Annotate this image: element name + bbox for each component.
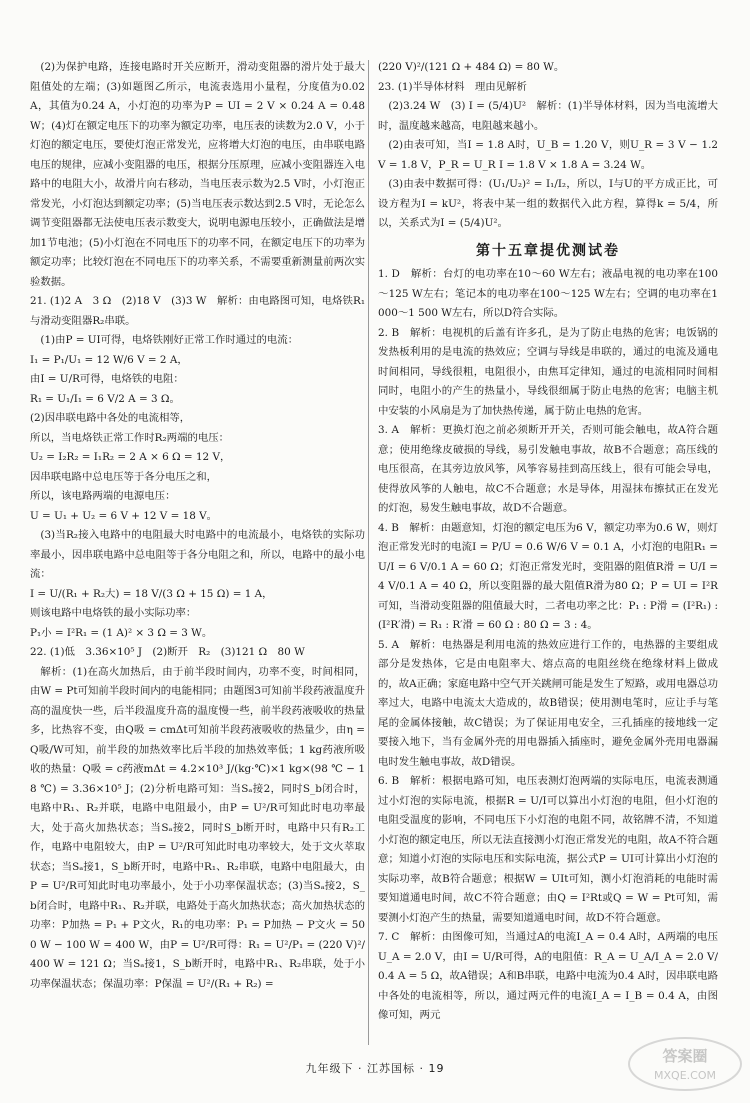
left_column-paragraph: 22. (1)低 3.36×10⁵ J (2)断开 R₂ (3)121 Ω 80 W [30, 646, 305, 658]
left_column-paragraph: 解析：(1)在高火加热后，由于前半段时间内，功率不变，时间相同，由W = Pt可知前半段时间内的电能相同；由题图3可知前半段药液温度升高的温度快一些，后半段温度升高的温度慢一些，前半段药液吸收的热量多，比热容不变，由Q吸 = cmΔt可知前半段药液吸收的热量少，由η = Q吸/W可知，前半段的加热效率比后半段的加热效率低；1 kg药液所吸收的热量：Q吸 = c药液mΔt = 4.2×10³ J/(kg·℃)×1 kg×(98 ℃ − 18 ℃) = 3.36×10⁵ J；(2)分析电路可知：当Sₐ接2，同时S_b闭合时，电路中R₁、R₂并联，电路中电阻最小，由P = U²/R可知此时电功率最大，处于高火加热状态；当Sₐ接2，同时S_b断开时，电路中只有R₂工作，电路中电阻较大，由P = U²/R可知此时电功率较大，处于文火萃取状态；当Sₐ接1，S_b断开时，电路中R₁、R₂串联，电路中电阻最大，由P = U²/R可知此时电功率最小，处于小功率保温状态；(3)当Sₐ接2，S_b闭合时，电路中R₁、R₂并联，电路处于高火加热状态；高火加热状态的功率：P加热 = P₁ + P文火，R₁的电功率：P₁ = P加热 − P文火 = 500 W − 100 W = 400 W，由P = U²/R可得：R₁ = U²/P₁ = (220 V)²/400 W = 121 Ω；当Sₐ接1，S_b断开时，电路中R₁、R₂串联，处于小功率保温状态；保温功率：P保温 = U²/(R₁ + R₂) = [30, 665, 365, 990]
column-divider [368, 60, 369, 1045]
left_column-paragraph: 所以，当电烙铁正常工作时R₂两端的电压： [30, 431, 230, 444]
right-top [378, 58, 718, 234]
watermark-logo [626, 1035, 744, 1093]
right-bottom [378, 265, 718, 1026]
page-footer: 九年级下 · 江苏国标 · 19 [305, 1062, 445, 1075]
left_column-paragraph: I = U/(R₁ + R₂大) = 18 V/(3 Ω + 15 Ω) = 1 A， [30, 587, 273, 600]
right_column_bottom-paragraph: 1. D 解析：台灯的电功率在10～60 W左右；液晶电视的电功率在100～125 W左右；笔记本的电功率在100～125 W左右；空调的电功率在1 000～1 500 W左右，所以D符合实际。 [378, 268, 718, 319]
right_column_bottom-paragraph: 5. A 解析：电热器是利用电流的热效应进行工作的，电热器的主要组成部分是发热体，它是由电阻率大、熔点高的电阻丝绕在绝缘材料上做成的，故A正确；家庭电路中空气开关跳闸可能是发生了短路，或用电器总功率过大，电路中电流太大造成的，故B错误；使用测电笔时，应让手与笔尾的金属体接触，故C错误；为了保证用电安全，三孔插座的接地线一定要接入地下，当有金属外壳的用电器插入插座时，避免金属外壳用电器漏电时发生触电事故，故D错误。 [378, 638, 719, 768]
left_column-paragraph: (1)由P = UI可得，电烙铁刚好正常工作时通过的电流： [40, 334, 299, 346]
left_column-paragraph: P₁小 = I²R₁ = (1 A)² × 3 Ω = 3 W。 [30, 626, 213, 639]
right_column_bottom-paragraph: 3. A 解析：更换灯泡之前必须断开开关，否则可能会触电，故A符合题意；使用绝缘皮破损的导线，易引发触电事故，故B不合题意；高压线的电压很高，在其旁边放风筝，风筝容易挂到高压线上，很有可能会导电，使得放风筝的人触电，故C不合题意；水是导体，用湿抹布擦拭正在发光的灯泡，易发生触电事故，故D不合题意。 [378, 424, 718, 514]
right_column_bottom-paragraph: 7. C 解析：由图像可知，当通过A的电流I_A = 0.4 A时，A两端的电压U_A = 2.0 V，由I = U/R可得，A的电阻值：R_A = U_A/I_A = 2.0 V/0.4 A = 5 Ω，故A错误；A和B串联，电路中电流为0.4 A时，因串联电路中各处的电流相等，所以，通过两元件的电流I_A = I_B = 0.4 A，由图像可知，两元 [378, 931, 718, 1021]
right-column [378, 58, 718, 1026]
left_column-paragraph: (3)当R₂接入电路中的电阻最大时电路中的电流最小，电烙铁的实际功率最小，因串联电路中总电阻等于各分电阻之和，所以，电路中的最小电流： [30, 529, 365, 580]
right_column_bottom-paragraph: 4. B 解析：由题意知，灯泡的额定电压为6 V，额定功率为0.6 W，则灯泡正常发光时的电流I = P/U = 0.6 W/6 V = 0.1 A，小灯泡的电阻R₁ = U/I = 6 V/0.1 A = 60 Ω；灯泡正常发光时，变阻器的阻值R滑 = U/I = 4 V/0.1 A = 40 Ω，所以变阻器的最大阻值R滑为80 Ω；P = UI = I²R可知，当滑动变阻器的阻值最大时，二者电功率之比：P₁ : P滑 = (I²R₁) : (I²R′滑) = R₁ : R′滑 = 60 Ω : 80 Ω = 3 : 4。 [378, 521, 718, 631]
left_column-paragraph: (2)因串联电路中各处的电流相等， [30, 412, 191, 424]
left_column-paragraph: U₂ = I₂R₂ = I₁R₂ = 2 A × 6 Ω = 12 V， [30, 451, 231, 463]
right_column_top-paragraph: (220 V)²/(121 Ω + 484 Ω) = 80 W。 [378, 61, 565, 73]
left_column-paragraph: 由I = U/R可得，电烙铁的电阻： [30, 373, 184, 385]
right_column_bottom-paragraph: 2. B 解析：电视机的后盖有许多孔，是为了防止电热的危害；电饭锅的发热板利用的是电流的热效应；空调与导线是串联的，通过的电流及通电时间相同，导线很粗，电阻很小，由焦耳定律知，通过的电流相同时间相同时，电阻小的产生的热量小，导线很细属于防止电热的危害；电脑主机中安装的小风扇是为了加快热传递，属于防止电热的危害。 [378, 326, 718, 417]
left_column-paragraph: 则该电路中电烙铁的最小实际功率： [30, 607, 197, 619]
right_column_top-paragraph: (3)由表中数据可得：(U₁/U₂)² = I₁/I₂，所以，I与U的平方成正比，可设方程为I = kU²，将表中某一组的数据代入此方程，算得k = 5/4，所以，关系式为I = (5/4)U²。 [378, 178, 718, 229]
watermark-text-en: MXQE.COM [654, 1069, 716, 1082]
left_column-paragraph: I₁ = P₁/U₁ = 12 W/6 V = 2 A， [30, 353, 188, 366]
watermark-icon [626, 1035, 744, 1093]
right_column_top-paragraph: (2)3.24 W (3) I = (5/4)U² 解析：(1)半导体材料，因为当电流增大时，温度越来越高，电阻越来越小。 [378, 100, 718, 132]
right_column_bottom-paragraph: 6. B 解析：根据电路可知，电压表测灯泡两端的实际电压，电流表测通过小灯泡的实际电流，根据R = U/I可以算出小灯泡的电阻，但小灯泡的电阻受温度的影响，不同电压下小灯泡的电阻不同，故铭牌不清，不知道小灯泡的额定电压，所以无法直接测小灯泡正常发光的电阻，故A不符合题意；知道小灯泡的实际电压和实际电流，据公式P = UI可计算出小灯泡的实际功率，故B符合题意；根据W = UIt可知，测小灯泡消耗的电能时需要知道通电时间，故C不符合题意；由Q = I²Rt或Q = W = Pt可知，需要测小灯泡产生的热量，需要知道通电时间，故D不符合题意。 [378, 775, 719, 924]
left_column-paragraph: U = U₁ + U₂ = 6 V + 12 V = 18 V。 [30, 509, 218, 522]
left_column-paragraph: 因串联电路中总电压等于各分电压之和， [30, 470, 218, 483]
left_column-paragraph: 21. (1)2 A 3 Ω (2)18 V (3)3 W 解析：由电路图可知，电烙铁R₁与滑动变阻器R₂串联。 [30, 295, 365, 327]
chapter-title: 第十五章提优测试卷 [476, 242, 620, 259]
left_column-paragraph: 所以，该电路两端的电源电压： [30, 490, 176, 502]
watermark-text-cn: 答案圈 [662, 1047, 708, 1065]
left_column-paragraph: (2)为保护电路，连接电路时开关应断开，滑动变阻器的滑片处于最大阻值处的左端；(3)如题图乙所示，电流表选用小量程，分度值为0.02 A，其值为0.24 A，小灯泡的功率为P = UI = 2 V × 0.24 A = 0.48 W；(4)灯在额定电压下的功率为额定功率，电压表的读数为2.0 V，小于灯泡的额定电压，要使灯泡正常发光，应将增大灯泡的电压，由串联电路电压的规律，应减小变阻器的电压，根据分压原理，应减小变阻器连入电路中的电阻大小，故滑片向右移动，当电压表示数为2.5 V时，小灯泡正常发光，小灯泡达到额定功率；(5)当电压表示数达到2.5 V时，无论怎么调节变阻器都无法使电压表示数变大，说明电源电压较小，正确做法是增加1节电池；(5)小灯泡在不同电压下的功率不同，在额定电压下的功率为额定功率；比较灯泡在不同电压下的功率关系，不需要重新测量前两次实验数据。 [30, 61, 365, 288]
right_column_top-paragraph: (2)由表可知，当I = 1.8 A时，U_B = 1.20 V，则U_R = 3 V − 1.2 V = 1.8 V，P_R = U_R I = 1.8 V × 1.8 A = 3.24 W。 [378, 139, 718, 171]
right_column_top-paragraph: 23. (1)半导体材料 理由见解析 [378, 80, 527, 93]
left_column-paragraph: R₁ = U₁/I₁ = 6 V/2 A = 3 Ω。 [30, 392, 180, 405]
left-column [30, 58, 365, 994]
